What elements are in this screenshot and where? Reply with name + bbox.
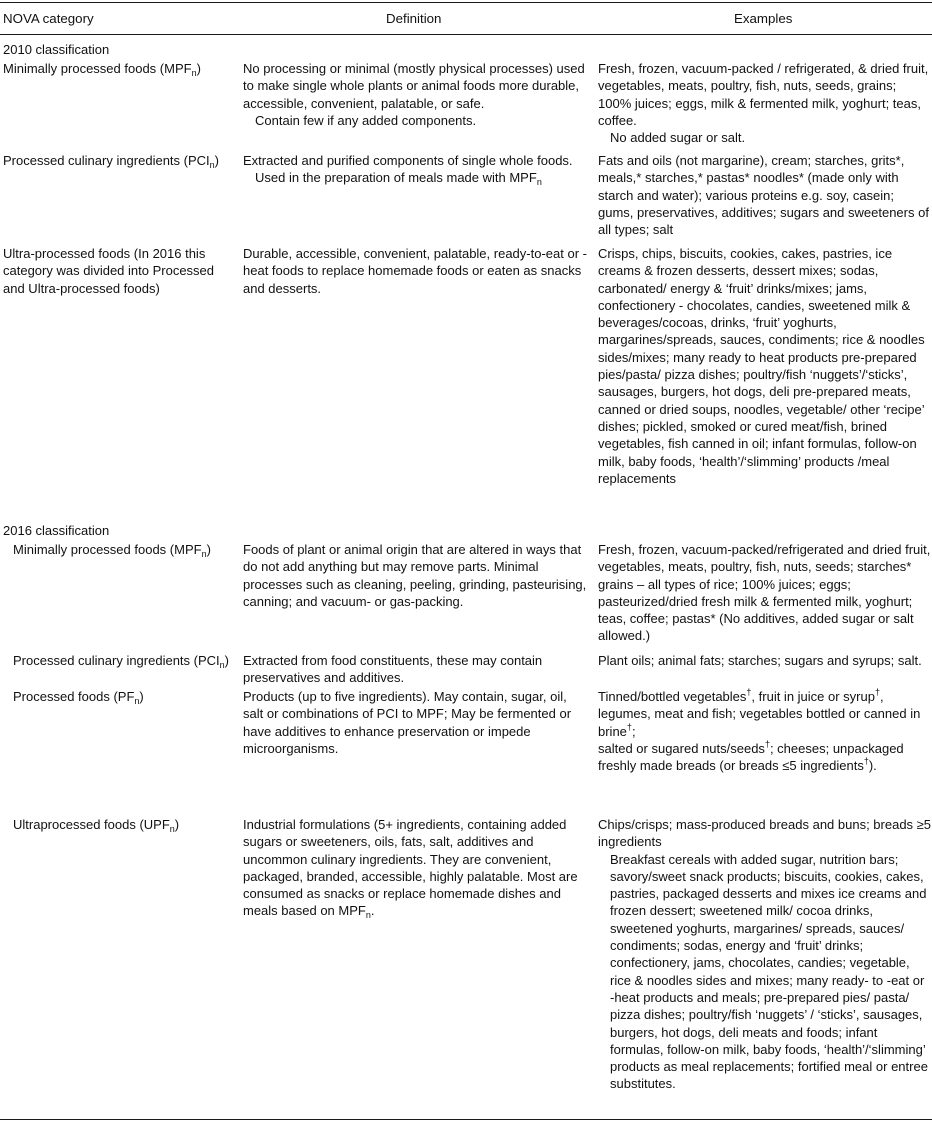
row4-examples: Fresh, frozen, vacuum-packed/refrigerated and dried fruit, vegetables, meats, poultry, fish, nuts, seeds; starches* grains – all types of rice; 100% juices; eggs; pasteurized/dried fresh milk & fermented milk, yoghurt; teas, coffee; pastas* (No additives, added sugar or salt allowed.): [598, 542, 931, 644]
row3-category: Ultra-processed foods (In 2016 this category was divided into Processed and Ultra-processed foods): [3, 246, 215, 296]
row6-definition: Products (up to five ingredients). May contain, sugar, oil, salt or combinations of PCI to MPF; May be fermented or have additives to enhance preservation or impede microorganisms.: [243, 689, 572, 756]
header-definition: Definition: [386, 11, 442, 26]
header-examples: Examples: [734, 11, 793, 26]
row3-examples: Crisps, chips, biscuits, cookies, cakes, pastries, ice creams & frozen desserts, dessert mixes; sodas, carbonated/ energy & ‘fruit’ drinks/mixes; jams, confectionery - chocolates, candies, sweetened milk & beverages/cocoas, drinks, ‘fruit’ yoghurts, margarines/spreads, sauces, condiments; rice & noodles sides/mixes; many ready to heat products pre-prepared pies/pasta/ pizza dishes; poultry/fish ‘nuggets’/‘sticks’, sausages, burgers, hot dogs, deli pre-prepared meats, canned or dried soups, noodles, vegetable/ other ‘recipe’ dishes; pickled, smoked or cured meat/fish, brined vegetables, fish canned in oil; infant formulas, follow-on milk, baby foods, ‘health’/‘slimming’ products /meal replacements: [598, 246, 925, 486]
row5-examples: Plant oils; animal fats; starches; sugars and syrups; salt.: [598, 653, 922, 668]
bottom-rule: [0, 1119, 932, 1120]
row5-definition: Extracted from food constituents, these may contain preservatives and additives.: [243, 653, 543, 686]
top-rule: [0, 2, 932, 3]
row7-examples: Chips/crisps; mass-produced breads and buns; breads ≥5 ingredients Breakfast cereals with added sugar, nutrition bars; savory/sweet snack products; biscuits, cookies, cakes, pastries, packaged desserts and mixes ice creams and frozen dessert; sweetened milk/ cocoa drinks, sweetened yoghurts, margarines/ spreads, sauces/ condiments; sodas, energy and ‘fruit’ drinks; confectionery, jams, chocolates, candies; vegetable, rice & noodles sides and mixes; many ready- to -eat or -heat products and meals; pre-prepared pies/ pasta/ pizza dishes; poultry/fish ‘nuggets’ / ‘sticks’, sausages, burgers, hot dogs, deli meats and foods; infant formulas, follow-on milk, baby foods, ‘health’/‘slimming’ products as meal replacements; fortified meal or entree substitutes.: [598, 817, 932, 1092]
row7-category: Ultraprocessed foods $(UPF_n)$: [13, 817, 180, 834]
row1-definition: No processing or minimal (mostly physical processes) used to make single whole plants or animal foods more durable, accessible, convenient, palatable, or safe. Contain few if any added components.: [243, 61, 585, 128]
row1-examples: Fresh, frozen, vacuum-packed / refrigerated, & dried fruit, vegetables, meats, poultry, fish, nuts, seeds, grains; 100% juices; eggs, milk & fermented milk, yoghurt; teas, coffee. No added sugar or salt.: [598, 61, 929, 146]
row2-definition: Extracted and purified components of single whole foods. Used in the preparation of meals made with $MPF_n$: [243, 153, 573, 188]
row2-examples: Fats and oils (not margarine), cream; starches, grits*, meals,* starches,* pastas* noodles* (made only with starch and water); various proteins e.g. soy, casein; gums, preservatives, additives; sugars and sweeteners of all types; salt: [598, 153, 929, 238]
header-category: NOVA category: [3, 11, 94, 26]
row3-definition: Durable, accessible, convenient, palatable, ready-to-eat or -heat foods to replace homemade foods or eaten as snacks and desserts.: [243, 246, 587, 296]
row2-category: Processed culinary ingredients $(PCI_n)$: [3, 153, 220, 170]
row5-category: Processed culinary ingredients $(PCI_n)$: [13, 653, 230, 670]
row6-category: Processed foods $(PF_n)$: [13, 689, 144, 706]
row6-examples: Tinned/bottled vegetables†, fruit in juice or syrup†, legumes, meat and fish; vegetables bottled or canned in brine†; salted or sugared nuts/seeds†; cheeses; unpackaged freshly made breads (or breads ≤5 ingredients†).: [598, 687, 921, 774]
row4-definition: Foods of plant or animal origin that are altered in ways that do not add anything but may remove parts. Minimal processes such as cleaning, peeling, grinding, pasteurising, canning; and vacuum- or gas-packing.: [243, 542, 587, 609]
section-2016-title: 2016 classification: [3, 523, 110, 538]
section-2010-title: 2010 classification: [3, 42, 110, 57]
row7-definition: Industrial formulations (5+ ingredients, containing added sugars or sweeteners, oils, fats, salt, additives and uncommon culinary ingredients. They are convenient, packaged, branded, accessible, highly palatable. Most are consumed as snacks or replace homemade dishes and meals based on $MPF_n$.: [243, 817, 578, 921]
row1-category: Minimally processed foods $(MPF_n)$: [3, 61, 201, 78]
row4-category: Minimally processed foods $(MPF_n)$: [13, 542, 211, 559]
header-rule: [0, 34, 932, 35]
